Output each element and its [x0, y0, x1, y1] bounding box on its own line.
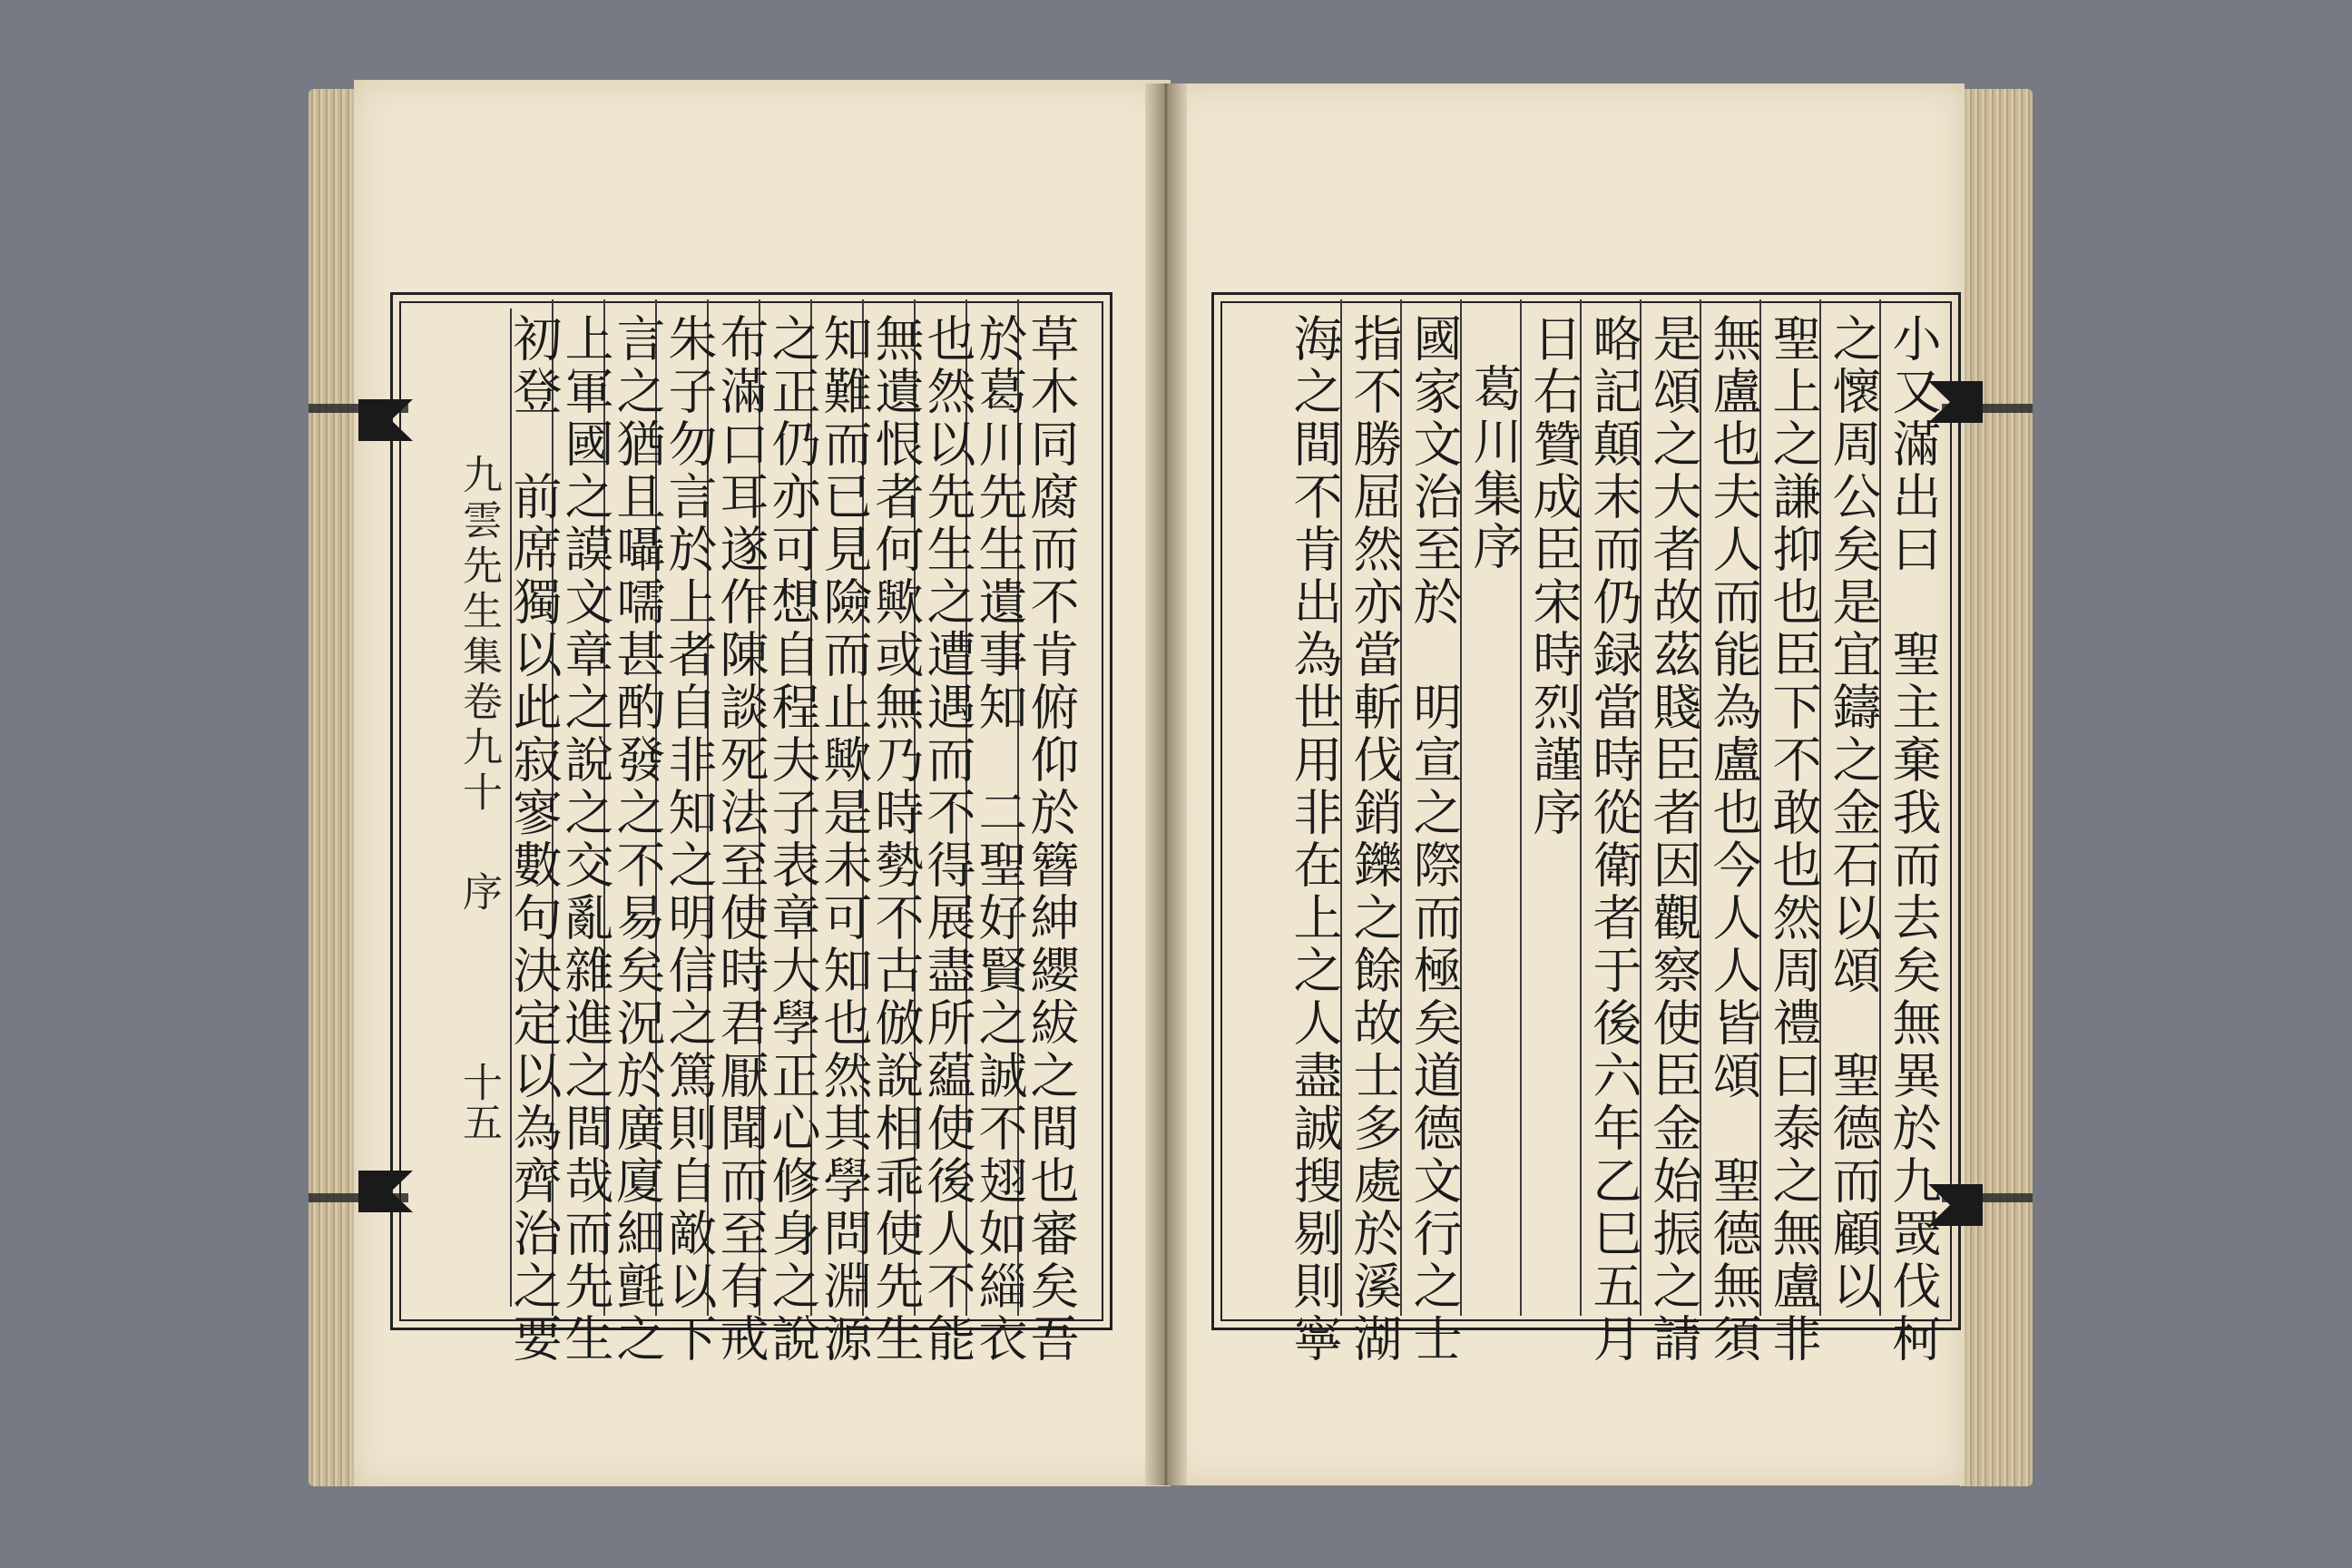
- right-text-column: 小又滿出曰 聖主棄我而去矣無異於九罭伐柯: [1885, 313, 1942, 1366]
- right-text-column: 之懷周公矣是宜鑄之金石以頌 聖德而顧以: [1825, 313, 1882, 1313]
- left-text-column: 草木同腐而不肯俯仰於簪紳纓紱之間也審矣吾: [1023, 313, 1080, 1366]
- left-center-title: 九雲先生集卷九十: [456, 454, 502, 817]
- left-text-column: 知難而已見險而止歟是未可知也然其學問淵源: [816, 313, 873, 1366]
- left-text-column: 上軍國之謨文章之說之交亂雜進之間哉而先生: [557, 313, 614, 1366]
- right-text-column: 葛川集序: [1465, 363, 1523, 573]
- right-text-column: 無盧也夫人而能為盧也今人人皆頌 聖德無須: [1705, 313, 1762, 1366]
- right-text-column: 略記顛末而仍録當時從衛者于後六年乙巳五月: [1585, 313, 1642, 1366]
- left-text-column: 於葛川先生遺事知 二聖好賢之誠不翅如緇衣: [971, 313, 1028, 1366]
- left-text-column: 初登 前席獨以此寂寥數句決定以為齊治之要: [505, 313, 563, 1366]
- right-text-column: 聖上之謙抑也臣下不敢也然周禮曰泰之無盧非: [1765, 313, 1822, 1366]
- book-gutter: [1145, 83, 1187, 1485]
- left-text-column: 朱子勿言於上者自非知之明信之篤則自敵以下: [661, 313, 718, 1366]
- right-text-column: 海之間不肯出為世用非在上之人盡誠搜剔則寧: [1286, 313, 1343, 1366]
- right-text-column: 是頌之大者故茲賤臣者因觀察使臣金始振之請: [1645, 313, 1702, 1366]
- left-center-section: 序: [456, 871, 502, 916]
- right-text-column: 國家文治至於 明宣之際而極矣道德文行之士: [1406, 313, 1463, 1366]
- left-text-column: 之正仍亦可想自程夫子表章大學正心修身之說: [764, 313, 821, 1366]
- left-text-column: 言之猶且囁嚅甚酌發之不易矣況於廣廈細氈之: [609, 313, 666, 1366]
- left-text-column: 也然以先生之遭遇而不得展盡所藴使後人不能: [919, 313, 976, 1366]
- right-text-column: 指不勝屈然亦當斬伐銷鑠之餘故士多處於溪湖: [1346, 313, 1403, 1366]
- page-number: 十五: [456, 1062, 502, 1142]
- page-edge-right: [1960, 89, 2033, 1486]
- left-text-column: 布滿口耳遂作陳談死法至使時君厭聞而至有戒: [712, 313, 769, 1366]
- right-text-column: 日右贊成臣宋時烈謹序: [1525, 313, 1583, 839]
- left-text-column: 無遺恨者何歟或無乃時勢不古倣說相乖使先生: [867, 313, 925, 1366]
